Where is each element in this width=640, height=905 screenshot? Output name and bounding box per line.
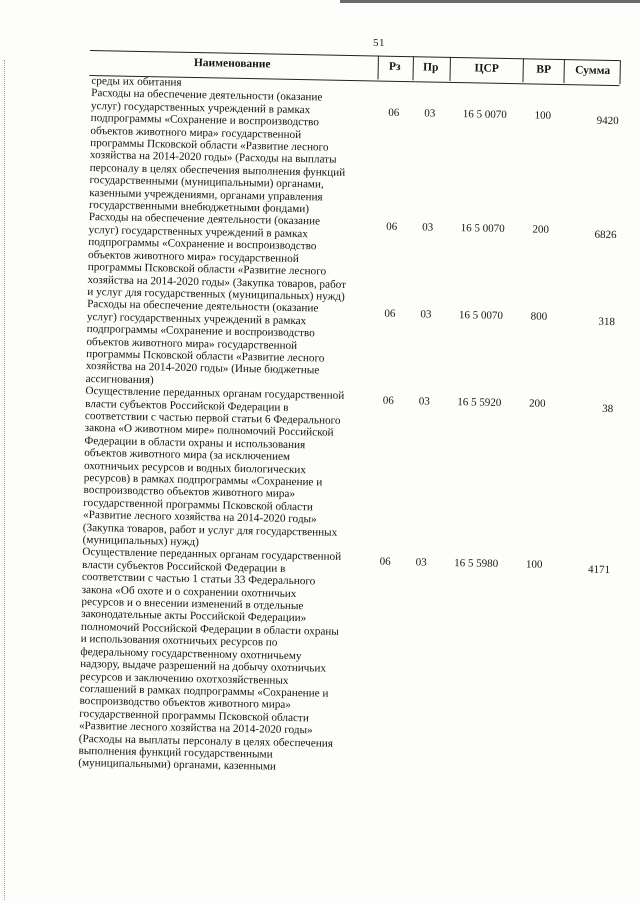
row-sum: 6826: [594, 229, 617, 242]
header-csr: ЦСР: [474, 62, 499, 75]
continuation-text: среды их обитания: [91, 75, 182, 89]
row-csr: 16 5 5920: [457, 396, 502, 410]
row-pr: 03: [420, 308, 432, 321]
column-divider: [619, 60, 620, 84]
row-pr: 03: [424, 107, 436, 121]
column-divider: [412, 56, 413, 80]
row-rz: 06: [386, 221, 398, 234]
header-name: Наименование: [193, 56, 271, 71]
row-name: Осуществление переданных органам государственной власти субъектов Российской Федерации в соответствии с частью 1 статьи 33 Федерального закона «Об охоте и о сохранении охотничьих ресурсов и о внесении изменений в отдельные законодательные акты Российской Федерации» полномочий Российской Федерации в области охраны и использования охотничьих ресурсов по федеральному государственному охотничьему надзору, выдаче разрешений на добычу охотничьих ресурсов и заключению охотхозяйственных соглашений в рамках подпрограммы «Сохранение и воспроизводство объектов животного мира» государственной программы Псковской области «Развитие лесного хозяйства на 2014-2020 годы» (Расходы на выплаты персоналу в целях обеспечения выполнения функций государственными (муниципальными) органами, казенными: [78, 546, 342, 774]
header-rz: Рз: [388, 60, 401, 73]
header-sum: Сумма: [575, 64, 611, 77]
row-csr: 16 5 0070: [458, 309, 504, 323]
row-name: Расходы на обеспечение деятельности (оказание услуг) государственных учреждений в рамках подпрограммы «Сохранение и воспроизводство объектов животного мира» государственной программы Псковской области «Развитие лесного хозяйства на 2014-2020 годы» (Иные бюджетные ассигнования): [85, 298, 325, 387]
header-pr: Пр: [422, 61, 439, 74]
row-csr: 16 5 0070: [460, 222, 505, 236]
row-name: Осуществление переданных органам государственной власти субъектов Российской Федерации в соответствии с частью первой статьи 6 Федерального закона «О животном мире» полномочий Российской Федерации в области охраны и использования объектов животного мира (за исключением охотничьих ресурсов и водных биологических ресурсов) в рамках подпрограммы «Сохранение и воспроизводство объектов животного мира» государственной программы Псковской области «Развитие лесного хозяйства на 2014-2020 годы» (Закупка товаров, работ и услуг для государственных (муниципальных) нужд): [82, 385, 345, 549]
row-sum: 38: [602, 403, 614, 416]
row-pr: 03: [422, 221, 434, 235]
row-vr: 100: [525, 558, 543, 572]
row-pr: 03: [415, 556, 427, 569]
table-row: [80, 385, 613, 556]
budget-table: [76, 50, 620, 780]
scan-edge-left: [4, 60, 5, 900]
row-name: Расходы на обеспечение деятельности (оказание услуг) государственных учреждений в рамках подпрограммы «Сохранение и воспроизводство объектов животного мира» государственной программы Псковской области «Развитие лесного хозяйства на 2014-2020 годы» (Закупка товаров, работ и услуг для государственных (муниципальных) нужд): [87, 211, 347, 303]
row-rz: 06: [382, 394, 394, 408]
row-csr: 16 5 5980: [454, 557, 499, 571]
row-rz: 06: [388, 107, 400, 120]
table-row: [76, 546, 610, 779]
row-rz: 06: [379, 556, 391, 569]
table-row: [85, 211, 617, 308]
row-rz: 06: [384, 308, 396, 321]
page-number: 51: [373, 37, 385, 49]
row-sum: 9420: [596, 115, 619, 128]
row-pr: 03: [418, 395, 430, 408]
row-vr: 200: [532, 223, 549, 237]
header-vr: ВР: [536, 63, 552, 76]
row-vr: 200: [528, 397, 546, 410]
row-name: Расходы на обеспечение деятельности (оказание услуг) государственных учреждений в рамках подпрограммы «Сохранение и воспроизводство объектов животного мира» государственной программы Псковской области «Развитие лесного хозяйства на 2014-2020 годы» (Расходы на выплаты персоналу в целях обеспечения выполнения функций государственными (муниципальными) органами, казенными учреждениями, органами управления государственными внебюджетными фондами): [88, 87, 346, 216]
column-divider: [449, 57, 450, 81]
table-row: [87, 87, 619, 221]
row-vr: 800: [530, 310, 548, 324]
row-sum: 4171: [587, 564, 611, 577]
row-vr: 100: [534, 109, 552, 123]
table-row: [84, 298, 616, 395]
scan-edge-top: [340, 0, 640, 3]
row-csr: 16 5 0070: [462, 108, 507, 122]
column-divider: [522, 58, 523, 82]
row-sum: 318: [598, 316, 615, 329]
